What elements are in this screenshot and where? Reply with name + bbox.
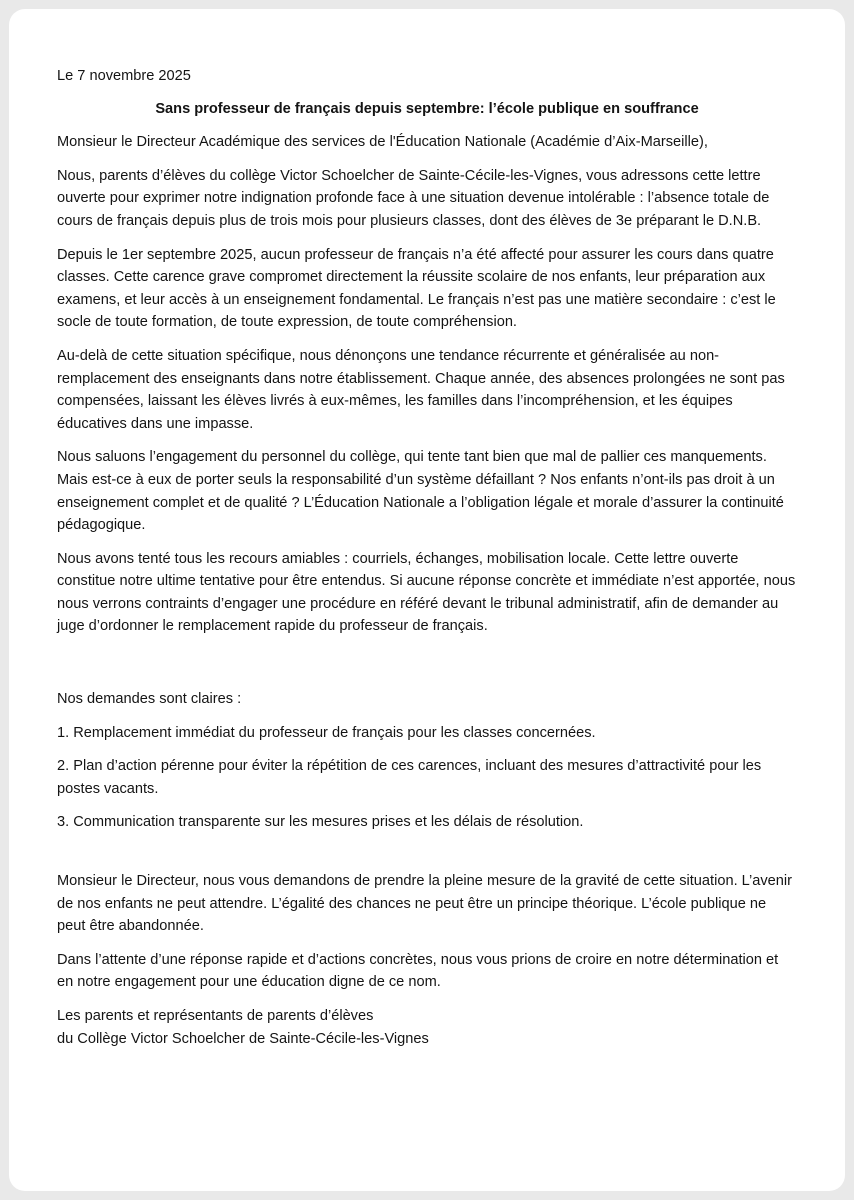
letter-date: Le 7 novembre 2025 — [57, 68, 191, 84]
paragraph: Depuis le 1er septembre 2025, aucun professeur de français n’a été affecté pour assurer les cours dans quatre classes. Cette carence grave compromet directement la réussite scolaire de nos enfants, leur préparation aux examens, et leur accès à un enseignement fondamental. Le français n’est pas une matière secondaire : c’est le socle de toute formation, de toute expression, de toute compréhension. — [57, 246, 776, 331]
demand-item: 1. Remplacement immédiat du professeur de français pour les classes concernées. — [57, 724, 596, 741]
signature-line: Les parents et représentants de parents d’élèves — [57, 1008, 374, 1024]
signature — [57, 1005, 797, 1050]
salutation: Monsieur le Directeur Académique des services de l'Éducation Nationale (Académie d’Aix-Marseille), — [57, 134, 708, 151]
closing-paragraph: Monsieur le Directeur, nous vous demandons de prendre la pleine mesure de la gravité de cette situation. L’avenir de nos enfants ne peut attendre. L’égalité des chances ne peut être un principe théorique. L’école publique ne peut être abandonnée. — [57, 873, 792, 935]
paragraph: Au-delà de cette situation spécifique, nous dénonçons une tendance récurrente et généralisée au non-remplacement des enseignants dans notre établissement. Chaque année, des absences prolongées ne sont pas compensées, laissant les élèves livrés à eux-mêmes, les familles dans l’incompréhension, et les équipes éducatives dans une impasse. — [57, 347, 785, 432]
demand-item: 2. Plan d’action pérenne pour éviter la répétition de ces carences, incluant des mesures d’attractivité pour les postes vacants. — [57, 758, 762, 797]
letter-title: Sans professeur de français depuis septembre: l’école publique en souffrance — [155, 100, 699, 117]
demands-intro: Nos demandes sont claires : — [57, 691, 242, 708]
paragraph: Nous, parents d’élèves du collège Victor Schoelcher de Sainte-Cécile-les-Vignes, vous adressons cette lettre ouverte pour exprimer notre indignation profonde face à une situation devenue intolérable : l’absence totale de cours de français depuis plus de trois mois pour plusieurs classes, dont des élèves de 3e préparant le D.N.B. — [57, 167, 770, 229]
letter-page — [9, 9, 845, 1191]
paragraph: Nous saluons l’engagement du personnel du collège, qui tente tant bien que mal de pallier ces manquements. Mais est-ce à eux de porter seuls la responsabilité d’un système défaillant ? Nos enfants n’ont-ils pas droit à un enseignement complet et de qualité ? L’Éducation Nationale a l’obligation légale et morale d’assurer la continuité pédagogique. — [57, 449, 784, 534]
paragraph: Nous avons tenté tous les recours amiables : courriels, échanges, mobilisation locale. Cette lettre ouverte constitue notre ultime tentative pour être entendus. Si aucune réponse concrète et immédiate n’est apportée, nous nous verrons contraints d’engager une procédure en référé devant le tribunal administratif, afin de demander au juge d’ordonner le remplacement rapide du professeur de français. — [57, 550, 796, 635]
demand-item: 3. Communication transparente sur les mesures prises et les délais de résolution. — [57, 814, 584, 831]
signature-line: du Collège Victor Schoelcher de Sainte-Cécile-les-Vignes — [57, 1030, 429, 1047]
letter-body — [57, 65, 797, 1050]
closing-paragraph: Dans l’attente d’une réponse rapide et d’actions concrètes, nous vous prions de croire en notre détermination et en notre engagement pour une éducation digne de ce nom. — [57, 951, 779, 991]
